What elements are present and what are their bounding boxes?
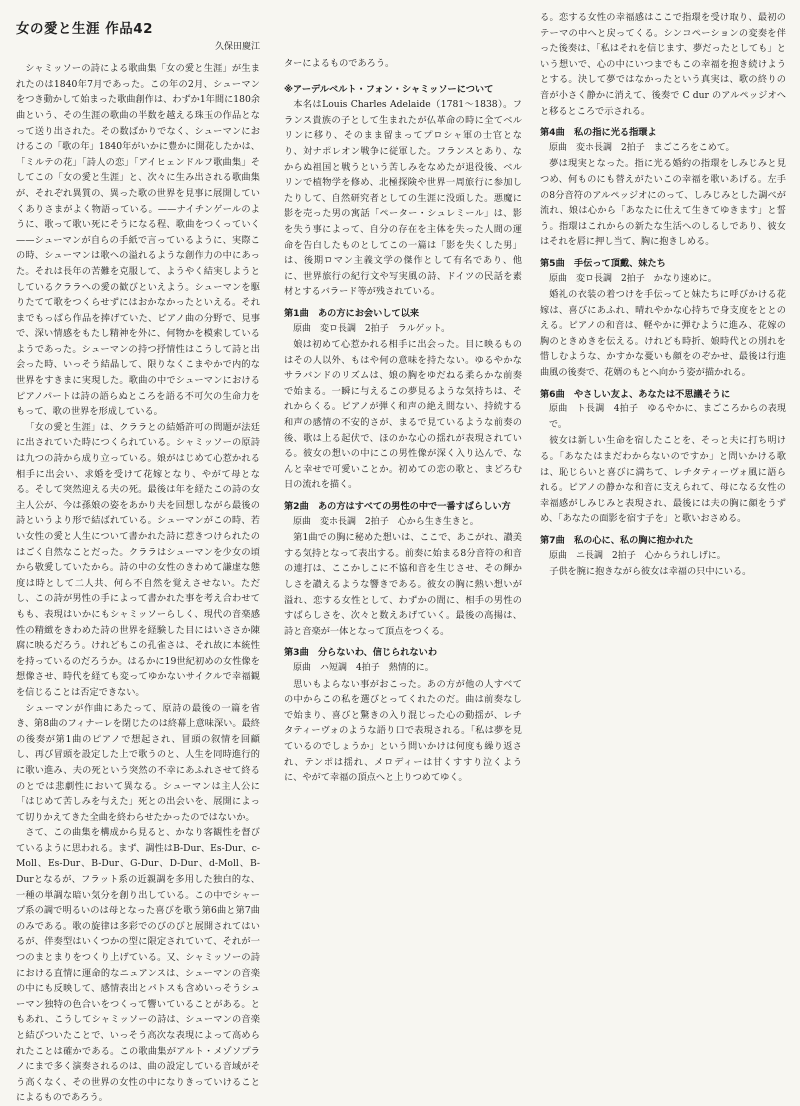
- section-heading: 第4曲 私の指に光る指環よ: [540, 127, 657, 139]
- section-text: 第1曲での胸に秘めた想いは、ここで、あこがれ、讃美する気持となって表出する。前奏に始まる8分音符の和音の連打は、ここかしこに不協和音を生じさせ、その輝かしさを讃えるような響きである。彼女の胸に熱い想いが溢れ、恋する女性として、わずかの間に、相手の男性のすばらしさを、次々と数えあげていく。最後の高揚は、詩と音楽が一体となって頂点をつくる。: [284, 532, 522, 637]
- section-meta: 原曲 ト長調 4拍子 ゆるやかに、まごころからの表現で。: [549, 404, 786, 430]
- section-text: 婚礼の衣装の着つけを手伝ってと妹たちに呼びかける花嫁は、喜びにあふれ、晴れやかな心持ちで身支度をととのえる。ピアノの和音は、軽やかに弾むように進み、花嫁の胸のときめきを伝える。けれども時折、娘時代との別れを惜しむような、かすかな憂いも顔をのぞかせ、最後は行進曲風の後奏で、花婿のもとへ向かう姿が描かれる。: [540, 289, 786, 379]
- section-text: 子供を腕に抱きながら彼女は幸福の只中にいる。: [549, 566, 752, 578]
- section-meta: 原曲 変ロ長調 2拍子 ラルゲット。: [293, 323, 451, 334]
- column-left: [16, 21, 260, 1104]
- section-text: 彼女は新しい生命を宿したことを、そっと夫に打ち明ける。「あなたはまだわからないのですか」と問いかける歌は、恥じらいと喜びに満ちて、レチタティーヴォ風に語られる。ピアノの静かな和音に支えられて、母になる女性の幸福感がしみじみと表現され、最後には夫の胸に顔をうずめ、「あなたの面影を宿す子を」と歌いおさめる。: [540, 435, 786, 525]
- body-paragraph: シャミッソーの詩による歌曲集「女の愛と生涯」が生まれたのは1840年7月であった。この年の2月、シューマンをつき動かして始まった歌曲創作は、わずか1年間に180余曲という、その生涯の歌曲の半数を越える珠玉の作品となって送り出された。その数ばかりでなく、シューマンにおけるこの「歌の年」1840年がいかに豊かに開花したかは、「ミルテの花」「詩人の恋」「アイヒェンドルフ歌曲集」そしてこの「女の愛と生涯」と、次々に生み出される歌曲集が、それぞれ異質の、異った歌の世界を見事に展開していくありさまがよく物語っている。——ナイチンゲールのように、歌って歌い死にそうになる程、歌曲をつくっていく——シューマンが自らの手紙で言っているように、実際この時、シューマンは歌への溢れるような創作力の中にあった。それは長年の苦難を克服して、ようやく結実しようとしているクララへの愛の歓びといえよう。シューマンを駆りたてて歌をつくらせずにはおかなかったといえる。それまでもっぱら作品を捧げていた、ピアノ曲の分野で、見事で、深い情感をもたし精神を外に、何物かを模索しているようであった。シューマンの持つ抒情性はこうして詩と出会った時、いっそう結晶して、限りなくこまやかで内的な世界をすきまに実現した。歌曲の中でシューマンにおけるピアノパートは詩の語らぬところを語る不可欠の生命力をもって、歌の世界を形成している。: [16, 63, 260, 418]
- column-right: [540, 10, 786, 792]
- section-meta: 原曲 変ロ長調 2拍子 かなり速めに。: [549, 273, 717, 284]
- section-meta: 原曲 ハ短調 4拍子 熱情的に。: [293, 662, 434, 673]
- section-text: 夢は現実となった。指に光る婚約の指環をしみじみと見つめ、何ものにも替えがたいこの幸福を歌いあげる。左手の8分音符のアルペッジオにのって、しみじみとした調べが流れ、娘は心から「あなたに仕えて生きてゆきます」と誓う。指環はこれからの新たな生活へのしるしであり、彼女はそれを唇に押し当て、胸に抱きしめる。: [540, 158, 786, 248]
- column-middle: [284, 56, 522, 792]
- section-text: 娘は初めて心惹かれる相手に出会った。目に映るものはその人以外、もはや何の意味を持たない。ゆるやかなサラバンドのリズムは、娘の胸をゆだねる柔らかな前奏で始まる。一瞬に与えるこの夢見るような気持ちは、それからくる。ピアノが弾く和声の絶え間ない、持続する和声の感情の不安的さが、まるで見ているような前奏の後、歌は上る起伏で、ほのかな心の揺れが表現されている。彼女の想いの中にこの男性像が深く入り込んで、なんと幸せで可愛いことか。初めての恋の歌と、まどろむ日の流れを描く。: [284, 339, 522, 491]
- body-paragraph: 「女の愛と生涯」は、クララとの結婚許可の問題が法廷に出されていた時につくられている。シャミッソーの原詩は九つの詩から成り立っている。娘がはじめて心惹かれる相手に出会い、求婚を受けて花嫁となり、やがて母となる。そして突然迎える夫の死。最後は年を経たこの詩の女主人公が、今は孫娘の姿をあかり夫を回想しながら最後の詩というより形で結ばれている。シューマンがこの時、若い女性の愛と人生について書かれた詩に惹きつけられたのはごく自然なことだった。クララはシューマンを少女の頃から敬愛していたから。詩の中の女性のきわめて謙虚な態度は時として二人共、何ら不自然を覚えさせない。ただし、この詩が男性の手によって書かれた事を考え合わせてもも、表現はいかにもシャミッソーらしく、現代の音楽感性の精緻をきわめた詩の世界を経験した目にはいささか陳腐に映るだろう。けれどもこの孔雀さは、それ故に本統性を持っているのだろうか。はるかに19世紀初めの女性像を想像させ、時代を経ても変ってゆかないサイクルで幸福観を信じることは否定できない。: [16, 421, 260, 698]
- note-heading: ※アーデルベルト・フォン・シャミッソーについて: [284, 83, 494, 95]
- body-paragraph: さて、この曲集を構成から見ると、かなり客観性を督びているように思われる。まず、調性はB-Dur、Es-Dur、c-Moll、Es-Dur、B-Dur、G-Dur、D-Dur、d-Moll、B-Durとなるが、フラット系の近親調を多用した独白的な、一種の単調な暗い気分を創り出している。この中でシャープ系の調で明るいのは母となった喜びを歌う第6曲と第7曲のみである。歌の旋律は多彩でのびのびと展開されてはいるが、伴奏型はいくつかの型に限定されていて、それが一つのまとまりをつくり上げている。又、シャミッソーの詩における直情に運命的なニュアンスは、シューマンの音楽の中にも反映して、感情表出とパトスも含めいっそうシューマン独特の色合いをつくって響いていることがある。ともあれ、こうしてシャミッソーの詩は、シューマンの音楽と結びついたことで、いっそう高次な表現によって高められたことは確かである。この歌曲集がアルト・メゾソプラノにまで多く演奏されるのは、曲の設定している音域がそう高くなく、その世界の女性の中になりきっていけることによるものであろう。: [16, 827, 260, 1104]
- body-paragraph: ターによるものであろう。: [284, 58, 395, 69]
- section-meta: 原曲 変ホ長調 2拍子 心から生き生きと。: [293, 516, 479, 527]
- body-paragraph: る。恋する女性の幸福感はここで指環を受け取り、最初のテーマの中へと戻ってくる。シンコペーションの変奏を伴った後奏は、「私はそれを信じます、夢だったとしても」という想いで、心の中にいつまでもこの幸福を抱き続けようとする。決して夢ではなかったという真実は、歌の終りの音が小さく静かに消えて、後奏で C dur のアルペッジオへと移るところで示される。: [540, 12, 786, 117]
- section-heading: 第5曲 手伝って頂戴、妹たち: [540, 257, 666, 269]
- section-meta: 原曲 ニ長調 2拍子 心からうれしげに。: [549, 550, 726, 561]
- section-heading: 第7曲 私の心に、私の胸に抱かれた: [540, 535, 694, 546]
- author-name: 久保田慶江: [214, 41, 260, 52]
- body-paragraph: シューマンが作曲にあたって、原詩の最後の一篇を省き、第8曲のフィナーレを閉じたのは終幕上意味深い。最終の後奏が第1曲のピアノで想起され、冒頭の叙情を回顧し、再び冒頭を設定した上で歌うのと、人生を同時進行的に歌い進み、夫の死という突然の不幸にあふれさせて終るのとでは悲劇性において異なる。シューマンは主人公に「はじめて苦しみを与えた」死との出会いを、展開によって切りかえてきた全曲を終わらせたかったのではないか。: [16, 702, 260, 823]
- page-title: 女の愛と生涯 作品42: [16, 21, 153, 37]
- section-heading: 第3曲 分らないわ、信じられないわ: [284, 647, 438, 659]
- section-meta: 原曲 変ホ長調 2拍子 まごころをこめて。: [549, 142, 735, 153]
- section-text: 思いもよらない事がおこった。あの方が他の人すべての中からこの私を選びとってくれたのだ。曲は前奏なしで始まり、喜びと驚きの入り混じった心の動揺が、レチタティーヴォのような語り口で表現される。「私は夢を見ているのでしょうか」という問いかけは何度も繰り返され、テンポは揺れ、メロディーは甘くすすり泣くように、やがて幸福の頂点へと上りつめてゆく。: [284, 678, 522, 784]
- section-heading: 第2曲 あの方はすべての男性の中で一番すばらしい方: [284, 501, 511, 513]
- section-heading: 第1曲 あの方にお会いして以来: [284, 307, 420, 319]
- section-heading: 第6曲 やさしい友よ、あなたは不思議そうに: [540, 388, 731, 400]
- note-paragraph: 本名はLouis Charles Adelaide（1781〜1838）。フランス貴族の子として生まれたが仏革命の時に全てベルリンに移り、そのまま留まってプロシャ軍の士官となり、対ナポレオン戦争に従軍した。フランスとあり、なからぬ祖国と戦うという苦しみをなめたが退役後、ベルリンで植物学を修め、北極探険や世界一周旅行に参加したりして、自然研究者としての生涯に没頭した。悪魔に影を売った男の寓話「ペーター・シュレミール」は、影を失う事によって、自分の存在を主体を失った人間の運命を告白したものとしてこの一篇は「影を失くした男」は、後期ロマン主義文学の傑作として有名であり、他に、世界旅行の紀行文や写実風の詩、ドイツの民話を素材とするバラード等が残されている。: [284, 99, 522, 298]
